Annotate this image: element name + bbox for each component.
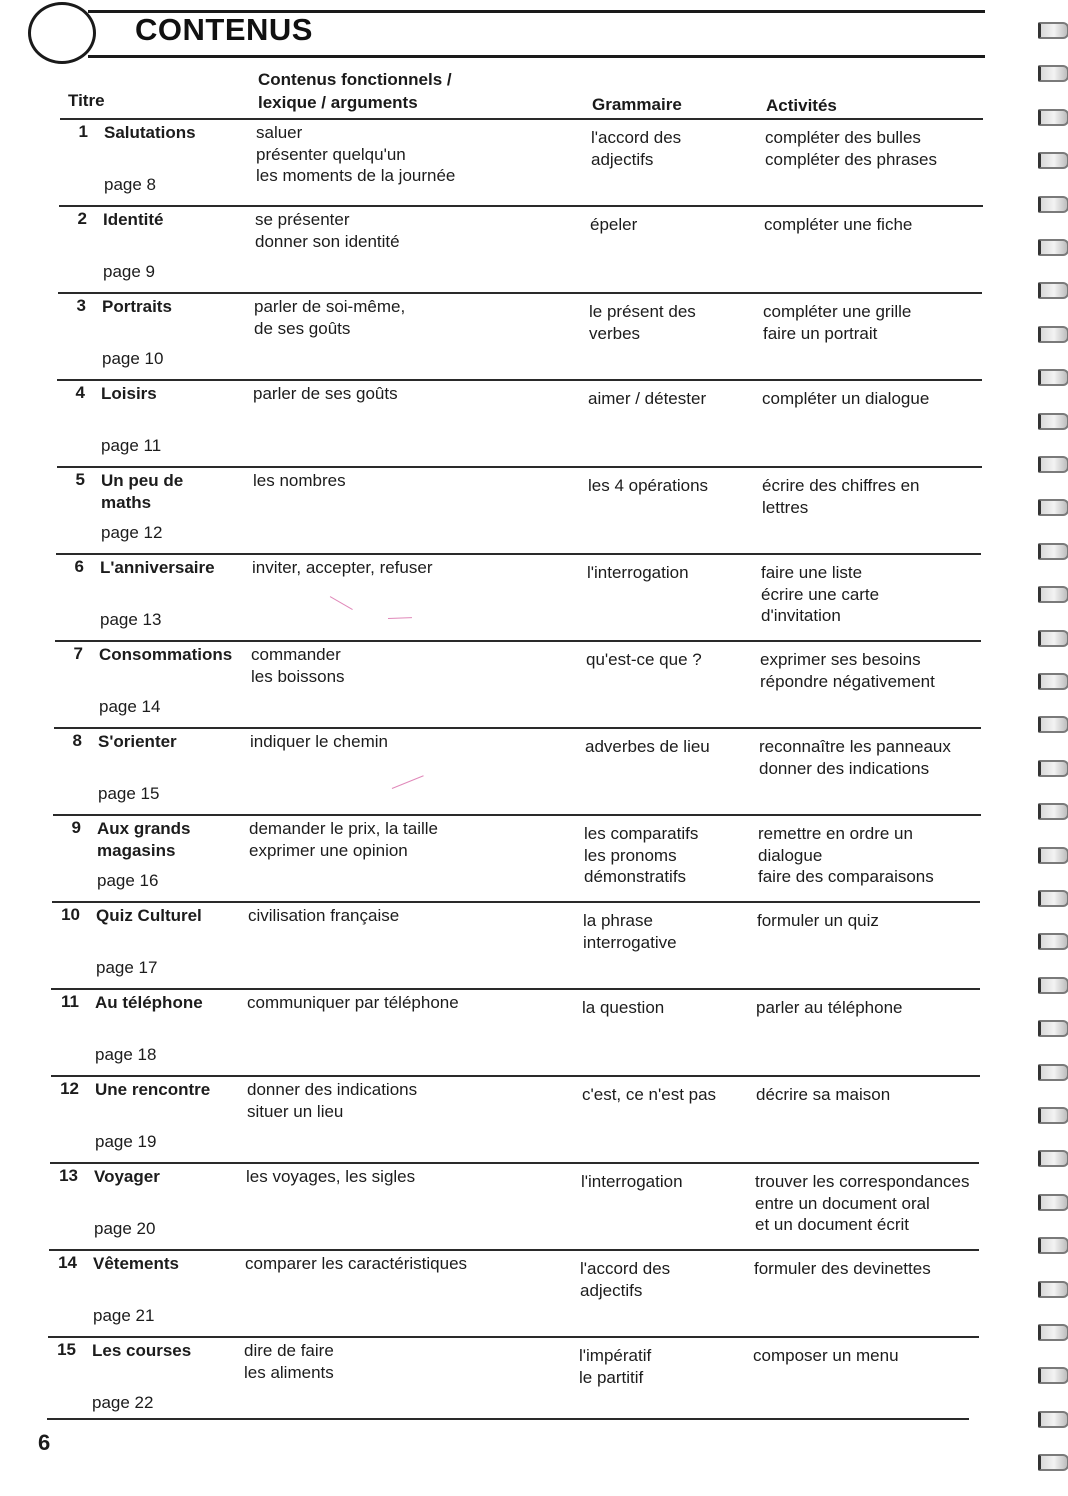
spiral-ring [1038, 586, 1068, 603]
lesson-title-line: maths [101, 493, 152, 512]
spiral-ring [1038, 1281, 1068, 1298]
grammaire-cell [582, 997, 664, 1019]
lesson-title [93, 1253, 243, 1275]
spiral-ring [1038, 890, 1068, 907]
lesson-page-ref: page 15 [98, 784, 160, 803]
contenus-cell [255, 209, 400, 252]
lesson-page-ref: page 10 [102, 349, 164, 368]
spiral-ring [1038, 847, 1068, 864]
activites-cell [759, 736, 951, 779]
spiral-ring [1038, 1324, 1068, 1341]
lesson-title [94, 1166, 244, 1188]
row-divider [58, 292, 982, 294]
row-divider [49, 1249, 979, 1251]
lesson-page-ref: page 16 [97, 871, 159, 890]
table-row [48, 1336, 979, 1423]
lesson-title [99, 644, 249, 666]
lesson-title-line: magasins [97, 841, 176, 860]
contenus-cell-line: parler de soi-même, [254, 297, 406, 316]
grammaire-cell-line: le présent des [589, 302, 696, 321]
contenus-cell [245, 1253, 467, 1275]
row-divider [50, 1162, 979, 1164]
activites-cell [758, 823, 934, 888]
activites-cell-line: répondre négativement [760, 671, 935, 691]
grammaire-cell-line: la question [582, 998, 665, 1017]
grammaire-cell [580, 1258, 670, 1301]
grammaire-cell-line: interrogative [583, 932, 677, 952]
activites-cell [760, 649, 935, 692]
contenus-cell [250, 731, 388, 753]
activites-cell [762, 388, 929, 410]
activites-cell [756, 997, 903, 1019]
row-divider [55, 640, 981, 642]
lesson-number: 14 [58, 1253, 77, 1272]
grammaire-cell-line: adverbes de lieu [585, 737, 710, 756]
spiral-ring [1038, 1064, 1068, 1081]
spiral-ring [1038, 499, 1068, 516]
activites-cell-line: trouver les correspondances [755, 1172, 970, 1191]
contenus-cell-line: civilisation française [248, 906, 400, 925]
column-header-titre: Titre [68, 91, 105, 110]
contenus-cell [246, 1166, 415, 1188]
column-header-activites: Activités [766, 96, 837, 115]
grammaire-cell-line: qu'est-ce que ? [586, 650, 702, 669]
spiral-ring [1038, 1237, 1068, 1254]
lesson-number: 3 [76, 296, 86, 315]
contenus-cell-line: comparer les caractéristiques [245, 1254, 468, 1273]
spiral-ring [1038, 1411, 1068, 1428]
spiral-ring [1038, 239, 1068, 256]
activites-cell-line: et un document écrit [755, 1215, 910, 1234]
activites-cell-line: formuler un quiz [757, 911, 879, 930]
page-number: 6 [38, 1430, 51, 1455]
lesson-page-ref: page 9 [103, 262, 155, 281]
grammaire-cell [590, 214, 637, 236]
column-header-grammaire: Grammaire [592, 95, 682, 114]
lesson-title-line: Quiz Culturel [96, 906, 202, 925]
row-divider [57, 466, 982, 468]
contenus-cell-line: donner des indications [247, 1080, 418, 1099]
grammaire-cell-line: adjectifs [591, 149, 654, 169]
lesson-title-line: Un peu de [101, 471, 184, 490]
spiral-ring [1038, 282, 1068, 299]
activites-cell-line: formuler des devinettes [754, 1259, 931, 1278]
spiral-ring [1038, 716, 1068, 733]
lesson-title [92, 1340, 242, 1362]
contenus-cell-line: indiquer le chemin [250, 732, 388, 751]
lesson-number: 8 [72, 731, 82, 750]
row-divider [53, 814, 981, 816]
grammaire-cell-line: démonstratifs [584, 867, 687, 886]
activites-cell-line: compléter des bulles [765, 128, 921, 147]
contenus-cell-line: les nombres [253, 471, 346, 490]
contenus-cell-line: saluer [256, 123, 303, 142]
grammaire-cell-line: les pronoms [584, 845, 677, 865]
grammaire-cell [587, 562, 689, 584]
grammaire-cell [591, 127, 681, 170]
spiral-ring [1038, 760, 1068, 777]
activites-cell [757, 910, 879, 932]
grammaire-cell-line: l'interrogation [587, 563, 689, 582]
spiral-ring [1038, 977, 1068, 994]
grammaire-cell-line: le partitif [579, 1367, 644, 1387]
grammaire-cell-line: aimer / détester [588, 389, 707, 408]
column-header-contenus-line1: Contenus fonctionnels / [258, 70, 452, 89]
row-divider [60, 118, 983, 120]
header-circle-decoration [28, 2, 96, 64]
row-divider [51, 1075, 980, 1077]
contenus-cell-line: commander [251, 645, 341, 664]
column-header-contenus [258, 68, 452, 114]
grammaire-cell [585, 736, 710, 758]
lesson-number: 10 [61, 905, 80, 924]
spiral-ring [1038, 65, 1068, 82]
spiral-ring [1038, 22, 1068, 39]
activites-cell [762, 475, 919, 518]
row-divider [56, 553, 981, 555]
contenus-cell [253, 470, 346, 492]
contenus-cell-line: se présenter [255, 210, 350, 229]
contenus-cell-line: présenter quelqu'un [256, 144, 406, 164]
activites-cell-line: lettres [762, 497, 809, 517]
lesson-title [102, 296, 252, 318]
contenus-cell [254, 296, 405, 339]
lesson-title [98, 731, 248, 753]
table-row [57, 379, 982, 466]
table-row [56, 553, 981, 640]
lesson-title-line: Aux grands [97, 819, 191, 838]
spiral-ring [1038, 413, 1068, 430]
contenus-cell [247, 992, 459, 1014]
table-row [58, 292, 982, 379]
lesson-title-line: Portraits [102, 297, 172, 316]
lesson-title-line: Les courses [92, 1341, 192, 1360]
lesson-number: 15 [57, 1340, 76, 1359]
grammaire-cell [581, 1171, 683, 1193]
table-row [51, 1075, 980, 1162]
activites-cell [765, 127, 937, 170]
spiral-ring [1038, 630, 1068, 647]
lesson-title [101, 383, 251, 405]
lesson-number: 6 [74, 557, 84, 576]
contenus-cell-line: situer un lieu [247, 1101, 344, 1121]
activites-cell-line: faire une liste [761, 563, 863, 582]
contenus-cell [249, 818, 438, 861]
activites-cell-line: compléter une fiche [764, 215, 913, 234]
activites-cell [763, 301, 911, 344]
row-divider [52, 901, 980, 903]
grammaire-cell-line: l'impératif [579, 1346, 652, 1365]
activites-cell-line: dialogue [758, 845, 823, 865]
table-row [57, 466, 982, 553]
table-row [55, 640, 981, 727]
grammaire-cell [583, 910, 677, 953]
activites-cell-line: faire des comparaisons [758, 867, 934, 886]
lesson-number: 4 [75, 383, 85, 402]
lesson-title [101, 470, 251, 514]
contenus-cell [251, 644, 345, 687]
activites-cell-line: compléter des phrases [765, 149, 937, 169]
spiral-ring [1038, 456, 1068, 473]
contenus-cell-line: inviter, accepter, refuser [252, 558, 433, 577]
contenus-cell [252, 557, 432, 579]
lesson-title [96, 905, 246, 927]
spiral-binding [1030, 0, 1068, 1496]
grammaire-cell [589, 301, 696, 344]
spiral-ring [1038, 1107, 1068, 1124]
spiral-ring [1038, 1150, 1068, 1167]
contenus-cell [248, 905, 399, 927]
lesson-title [95, 992, 245, 1014]
grammaire-cell-line: la phrase [583, 911, 653, 930]
row-divider [51, 988, 980, 990]
spiral-ring [1038, 543, 1068, 560]
lesson-page-ref: page 11 [101, 436, 162, 455]
spiral-ring [1038, 369, 1068, 386]
activites-cell [753, 1345, 899, 1367]
grammaire-cell-line: les comparatifs [584, 824, 699, 843]
spiral-ring [1038, 673, 1068, 690]
activites-cell-line: compléter une grille [763, 302, 912, 321]
contenus-cell-line: les moments de la journée [256, 166, 456, 185]
grammaire-cell-line: les 4 opérations [588, 476, 709, 495]
table-bottom-rule [47, 1418, 969, 1420]
contenus-cell-line: de ses goûts [254, 318, 351, 338]
grammaire-cell [584, 823, 698, 888]
activites-cell [764, 214, 912, 236]
lesson-title [104, 122, 254, 144]
spiral-ring [1038, 152, 1068, 169]
grammaire-cell-line: épeler [590, 215, 638, 234]
contenus-cell-line: donner son identité [255, 231, 400, 251]
grammaire-cell [579, 1345, 651, 1388]
table-row [51, 988, 980, 1075]
lesson-number: 5 [75, 470, 85, 489]
spiral-ring [1038, 196, 1068, 213]
spiral-ring [1038, 1454, 1068, 1471]
row-divider [57, 379, 982, 381]
activites-cell-line: parler au téléphone [756, 998, 903, 1017]
grammaire-cell [588, 388, 706, 410]
activites-cell-line: remettre en ordre un [758, 824, 913, 843]
contenus-cell-line: communiquer par téléphone [247, 993, 459, 1012]
activites-cell [761, 562, 879, 627]
lesson-page-ref: page 19 [95, 1132, 157, 1151]
table-row [49, 1249, 979, 1336]
activites-cell-line: d'invitation [761, 606, 841, 625]
lesson-number: 12 [60, 1079, 79, 1098]
lesson-page-ref: page 22 [92, 1393, 154, 1412]
grammaire-cell-line: c'est, ce n'est pas [582, 1085, 717, 1104]
lesson-title-line: Au téléphone [95, 993, 203, 1012]
lesson-page-ref: page 14 [99, 697, 161, 716]
activites-cell-line: compléter un dialogue [762, 389, 930, 408]
activites-cell-line: donner des indications [759, 758, 930, 778]
contenus-cell [244, 1340, 334, 1383]
lesson-title-line: L'anniversaire [100, 558, 215, 577]
activites-cell-line: faire un portrait [763, 323, 878, 343]
lesson-number: 7 [73, 644, 83, 663]
contenus-cell-line: demander le prix, la taille [249, 819, 438, 838]
lesson-title-line: Une rencontre [95, 1080, 211, 1099]
lesson-page-ref: page 8 [104, 175, 156, 194]
grammaire-cell-line: verbes [589, 323, 641, 343]
row-divider [59, 205, 983, 207]
contenus-cell-line: dire de faire [244, 1341, 334, 1360]
activites-cell-line: reconnaître les panneaux [759, 737, 951, 756]
grammaire-cell [588, 475, 708, 497]
contenus-cell [256, 122, 455, 187]
activites-cell-line: composer un menu [753, 1346, 899, 1365]
spiral-ring [1038, 933, 1068, 950]
contenus-cell [247, 1079, 417, 1122]
activites-cell-line: écrire des chiffres en [762, 476, 920, 495]
contenus-cell [253, 383, 398, 405]
table-row [54, 727, 981, 814]
column-header-contenus-line2: lexique / arguments [258, 93, 418, 112]
contenus-cell-line: parler de ses goûts [253, 384, 398, 403]
contenus-cell-line: les aliments [244, 1362, 334, 1382]
table-row [59, 205, 983, 292]
lesson-number: 2 [77, 209, 87, 228]
activites-cell-line: entre un document oral [755, 1193, 930, 1213]
spiral-ring [1038, 1367, 1068, 1384]
lesson-page-ref: page 13 [100, 610, 162, 629]
contenus-cell-line: les voyages, les sigles [246, 1167, 416, 1186]
lesson-title-line: Voyager [94, 1167, 160, 1186]
activites-cell [756, 1084, 890, 1106]
row-divider [54, 727, 981, 729]
lesson-title-line: Loisirs [101, 384, 157, 403]
header-rule-bottom [88, 55, 985, 58]
lesson-title-line: S'orienter [98, 732, 177, 751]
activites-cell [755, 1171, 970, 1236]
contenus-cell-line: exprimer une opinion [249, 840, 408, 860]
grammaire-cell-line: l'accord des [580, 1259, 671, 1278]
activites-cell-line: exprimer ses besoins [760, 650, 921, 669]
page-title: CONTENUS [135, 12, 313, 47]
activites-cell-line: écrire une carte [761, 584, 880, 604]
grammaire-cell-line: adjectifs [580, 1280, 643, 1300]
lesson-page-ref: page 12 [101, 523, 163, 542]
lesson-title [103, 209, 253, 231]
lesson-page-ref: page 18 [95, 1045, 157, 1064]
spiral-ring [1038, 109, 1068, 126]
lesson-page-ref: page 20 [94, 1219, 156, 1238]
lesson-title-line: Consommations [99, 645, 233, 664]
lesson-number: 1 [78, 122, 88, 141]
lesson-title-line: Salutations [104, 123, 196, 142]
lesson-title [100, 557, 250, 579]
table-row [52, 901, 980, 988]
grammaire-cell-line: l'accord des [591, 128, 682, 147]
table-row [50, 1162, 979, 1249]
lesson-number: 11 [61, 992, 79, 1011]
lesson-title [95, 1079, 245, 1101]
lesson-number: 9 [71, 818, 81, 837]
activites-cell [754, 1258, 931, 1280]
table-row [60, 118, 983, 205]
lesson-title-line: Vêtements [93, 1254, 179, 1273]
spiral-ring [1038, 1020, 1068, 1037]
contenus-cell-line: les boissons [251, 666, 345, 686]
grammaire-cell [582, 1084, 716, 1106]
lesson-title-line: Identité [103, 210, 164, 229]
lesson-title [97, 818, 247, 862]
spiral-ring [1038, 1194, 1068, 1211]
table-row [53, 814, 981, 901]
lesson-page-ref: page 21 [93, 1306, 155, 1325]
grammaire-cell [586, 649, 702, 671]
spiral-ring [1038, 803, 1068, 820]
activites-cell-line: décrire sa maison [756, 1085, 891, 1104]
spiral-ring [1038, 326, 1068, 343]
lesson-page-ref: page 17 [96, 958, 158, 977]
grammaire-cell-line: l'interrogation [581, 1172, 683, 1191]
lesson-number: 13 [59, 1166, 78, 1185]
row-divider [48, 1336, 979, 1338]
